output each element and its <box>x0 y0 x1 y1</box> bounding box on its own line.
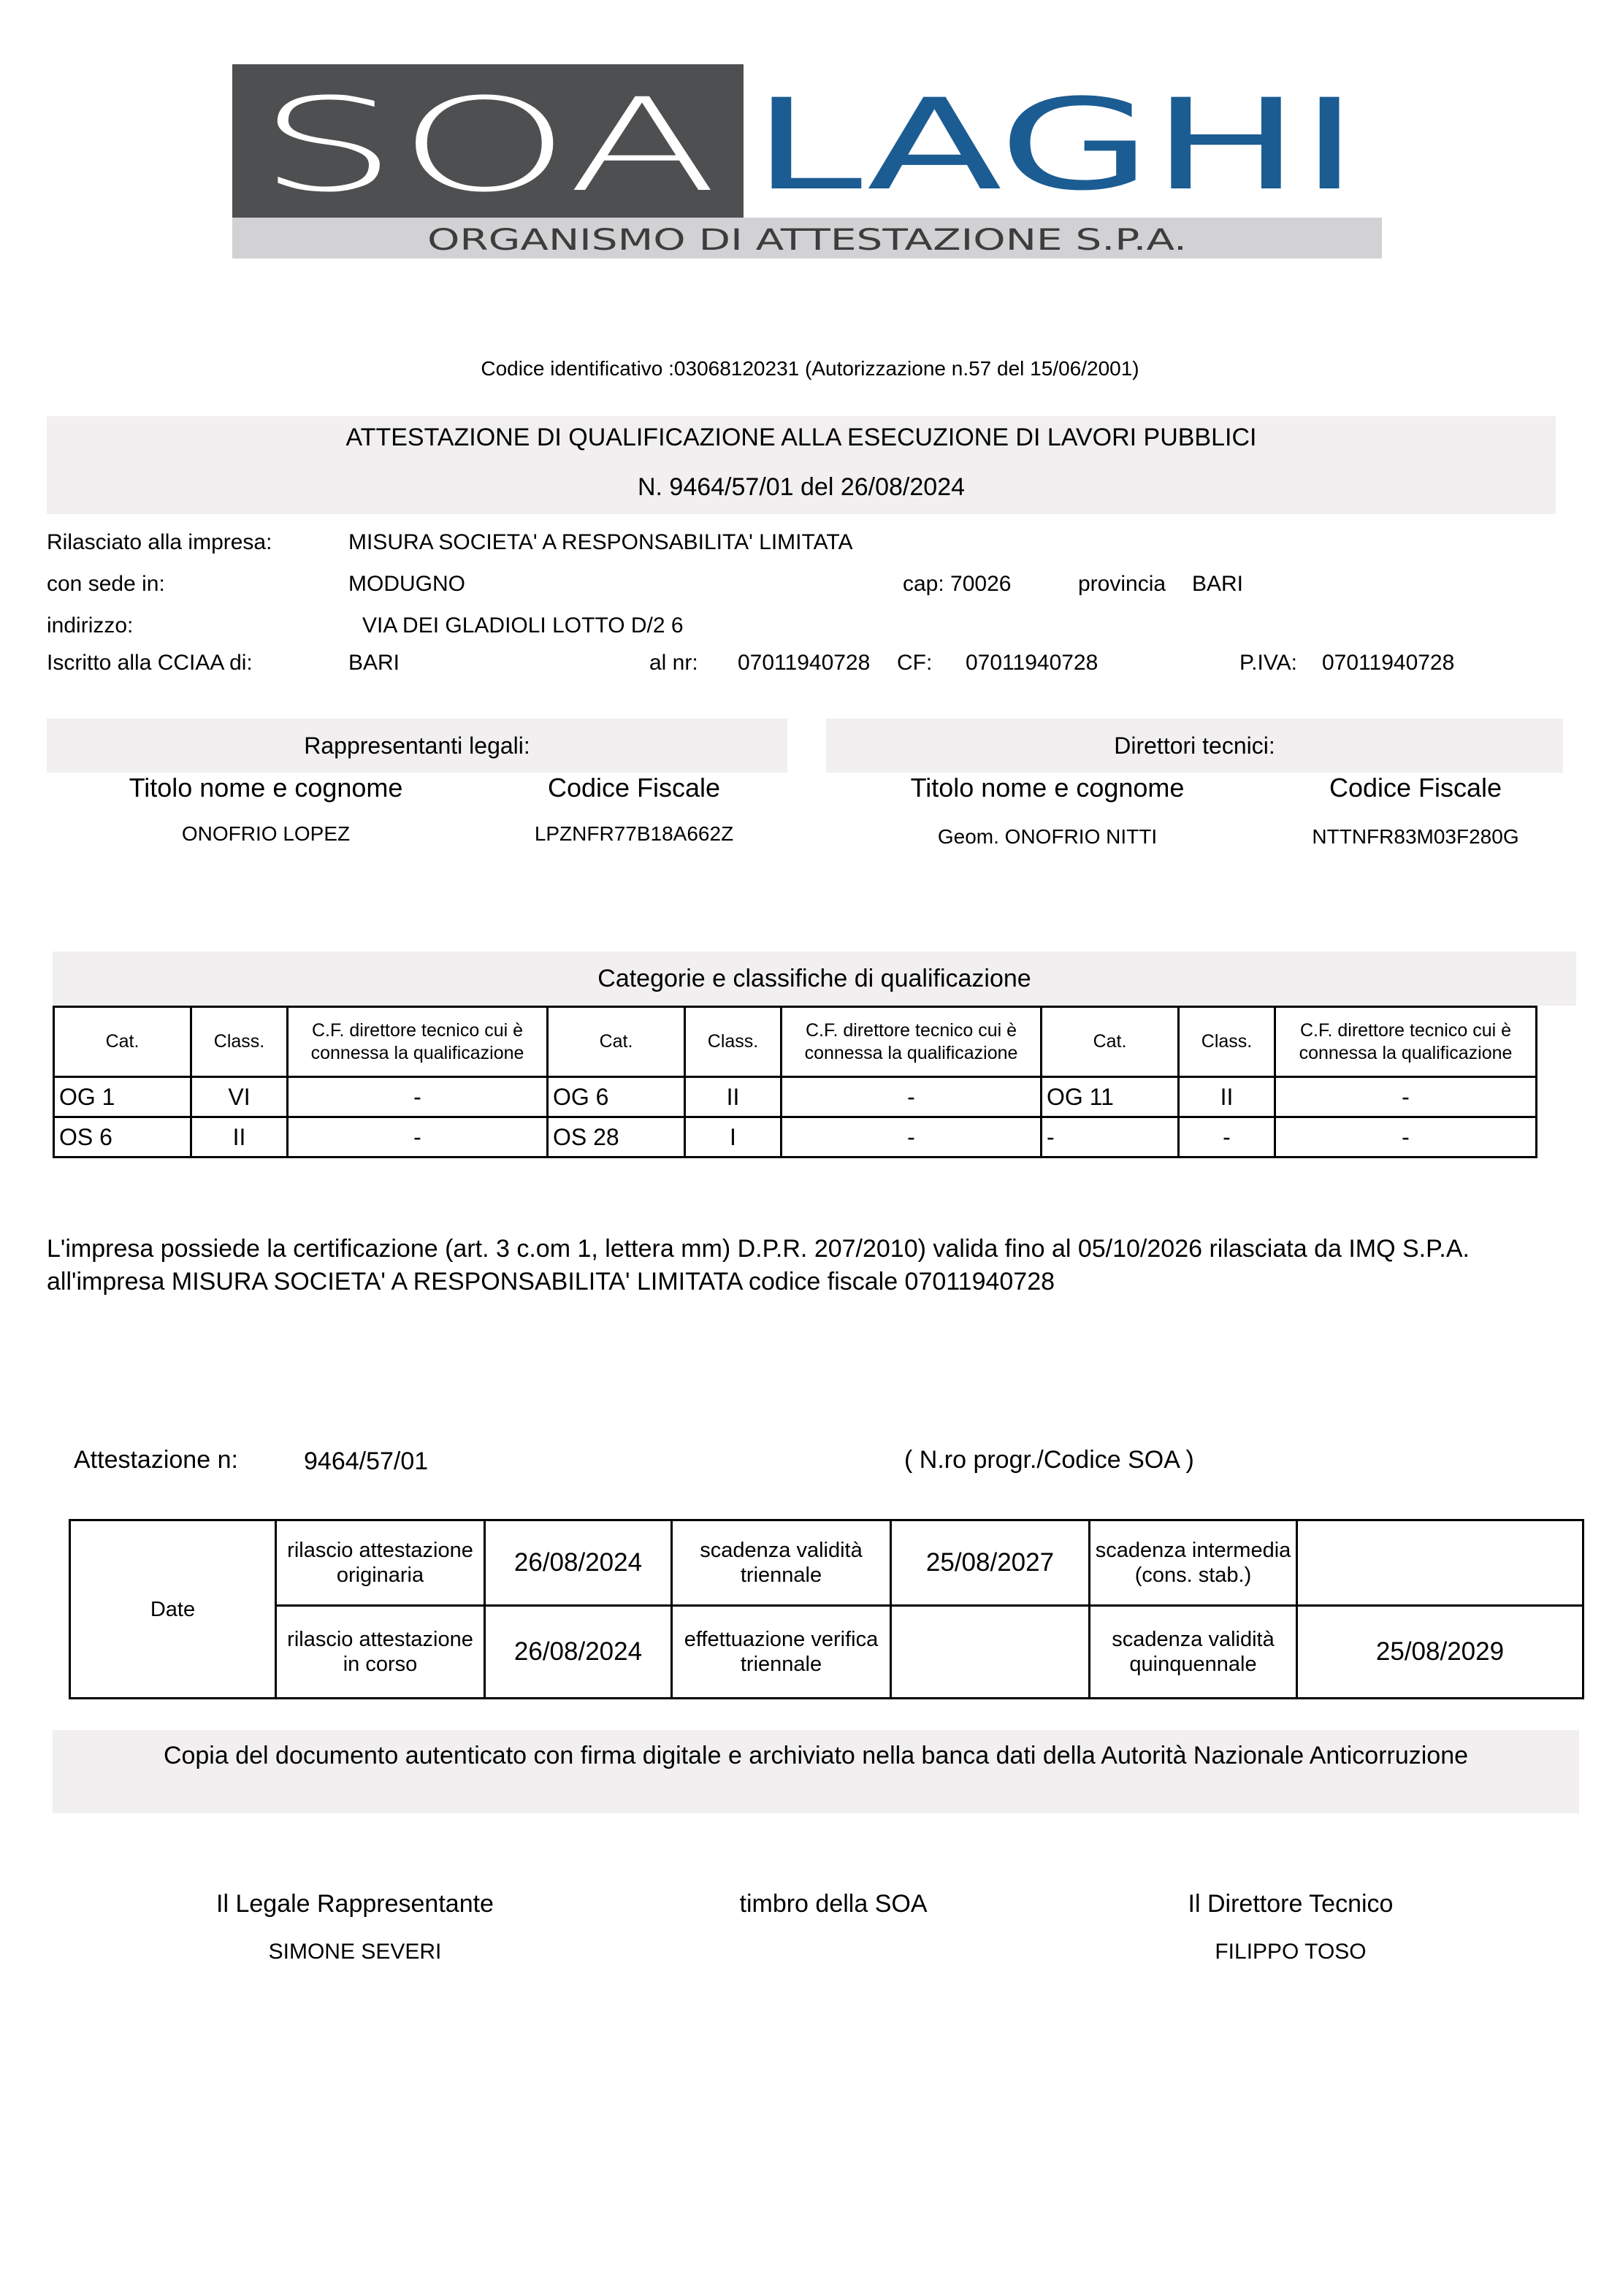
scadenza-triennale-label: scadenza validità triennale <box>672 1520 891 1606</box>
cell-class: II <box>1179 1077 1275 1117</box>
cell-cf: - <box>288 1117 548 1157</box>
rilascio-originaria-label: rilascio attestazione originaria <box>276 1520 485 1606</box>
direttore-cf: NTTNFR83M03F280G <box>1312 825 1519 848</box>
cell-class: VI <box>191 1077 288 1117</box>
cell-cat: OG 11 <box>1042 1077 1179 1117</box>
direttori-title: Direttori tecnici: <box>826 719 1563 773</box>
direttore-tecnico-name: FILIPPO TOSO <box>1215 1940 1367 1964</box>
timbro-soa: timbro della SOA <box>739 1890 928 1918</box>
svg-text:LAGHI: LAGHI <box>752 73 1359 204</box>
categorie-header-row <box>54 1007 1537 1077</box>
rilascio-corso-value: 26/08/2024 <box>485 1606 672 1699</box>
header-cf-direttore: C.F. direttore tecnico cui è connessa la qualificazione <box>1275 1007 1537 1077</box>
date-label: Date <box>70 1520 276 1699</box>
attestazione-note: ( N.ro progr./Codice SOA ) <box>904 1446 1194 1474</box>
alnr-label: al nr: <box>649 651 698 675</box>
rilascio-corso-label: rilascio attestazione in corso <box>276 1606 485 1699</box>
indirizzo-value: VIA DEI GLADIOLI LOTTO D/2 6 <box>362 613 684 638</box>
cell-class: I <box>685 1117 782 1157</box>
verifica-triennale-label: effettuazione verifica triennale <box>672 1606 891 1699</box>
document-number: N. 9464/57/01 del 26/08/2024 <box>637 473 966 501</box>
direttore-tecnico-label: Il Direttore Tecnico <box>1188 1890 1394 1918</box>
indirizzo-label: indirizzo: <box>47 613 134 638</box>
cciaa-value: BARI <box>348 651 400 675</box>
date-row-2 <box>70 1606 1583 1699</box>
rappresentanti-title: Rappresentanti legali: <box>47 719 787 773</box>
copia-band <box>53 1730 1579 1813</box>
legale-rappresentante-name: SIMONE SEVERI <box>268 1940 442 1964</box>
date-table <box>69 1519 1584 1699</box>
rilasciato-label: Rilasciato alla impresa: <box>47 530 272 554</box>
scadenza-quinquennale-label: scadenza validità quinquennale <box>1090 1606 1297 1699</box>
categorie-title: Categorie e classifiche di qualificazione <box>53 952 1576 1006</box>
cell-class: II <box>685 1077 782 1117</box>
cell-cf: - <box>782 1117 1042 1157</box>
header-class: Class. <box>685 1007 782 1077</box>
cell-cat: - <box>1042 1117 1179 1157</box>
cell-cat: OS 6 <box>54 1117 191 1157</box>
document-title: ATTESTAZIONE DI QUALIFICAZIONE ALLA ESECUZIONE DI LAVORI PUBBLICI <box>345 424 1257 451</box>
provincia-label: provincia <box>1078 572 1166 596</box>
cell-cat: OG 1 <box>54 1077 191 1117</box>
cell-class: - <box>1179 1117 1275 1157</box>
cell-cf: - <box>1275 1077 1537 1117</box>
attestazione-value: 9464/57/01 <box>304 1447 429 1475</box>
cf-value: 07011940728 <box>966 651 1099 675</box>
copia-text: Copia del documento autenticato con firma digitale e archiviato nella banca dati della Autorità Nazionale Anticorruzione <box>163 1742 1469 1769</box>
cell-cat: OS 28 <box>548 1117 685 1157</box>
codice-identificativo: Codice identificativo :03068120231 (Autorizzazione n.57 del 15/06/2001) <box>481 357 1139 380</box>
header-cf-direttore: C.F. direttore tecnico cui è connessa la qualificazione <box>782 1007 1042 1077</box>
svg-text:ORGANISMO DI ATTESTAZIONE S.P.: ORGANISMO DI ATTESTAZIONE S.P.A. <box>427 223 1187 257</box>
cell-class: II <box>191 1117 288 1157</box>
scadenza-quinquennale-value: 25/08/2029 <box>1297 1606 1583 1699</box>
rappresentanti-col-name: Titolo nome e cognome <box>129 773 403 803</box>
piva-value: 07011940728 <box>1322 651 1455 675</box>
rilascio-originaria-value: 26/08/2024 <box>485 1520 672 1606</box>
logo-tagline <box>232 218 1382 259</box>
logo-tagline-strip <box>232 218 1382 259</box>
direttori-col-name: Titolo nome e cognome <box>910 773 1185 803</box>
categorie-row <box>54 1117 1537 1157</box>
provincia-value: BARI <box>1192 572 1244 596</box>
header-cat: Cat. <box>1042 1007 1179 1077</box>
cap-value: cap: 70026 <box>903 572 1012 596</box>
rilasciato-value: MISURA SOCIETA' A RESPONSABILITA' LIMITATA <box>348 530 853 554</box>
header-cat: Cat. <box>54 1007 191 1077</box>
date-row-1 <box>70 1520 1583 1606</box>
categorie-row <box>54 1077 1537 1117</box>
rappresentante-name: ONOFRIO LOPEZ <box>181 822 351 845</box>
verifica-triennale-value <box>891 1606 1090 1699</box>
header-class: Class. <box>1179 1007 1275 1077</box>
scadenza-intermedia-label: scadenza intermedia (cons. stab.) <box>1090 1520 1297 1606</box>
sede-label: con sede in: <box>47 572 165 596</box>
logo-laghi <box>752 73 1395 204</box>
header-cf-direttore: C.F. direttore tecnico cui è connessa la qualificazione <box>288 1007 548 1077</box>
alnr-value: 07011940728 <box>738 651 871 675</box>
cf-label: CF: <box>897 651 933 675</box>
direttori-col-cf: Codice Fiscale <box>1329 773 1502 803</box>
header-class: Class. <box>191 1007 288 1077</box>
cciaa-label: Iscritto alla CCIAA di: <box>47 651 253 675</box>
scadenza-intermedia-value <box>1297 1520 1583 1606</box>
cell-cf: - <box>1275 1117 1537 1157</box>
cell-cf: - <box>288 1077 548 1117</box>
cell-cat: OG 6 <box>548 1077 685 1117</box>
title-band <box>47 416 1556 514</box>
certificazione-text: L'impresa possiede la certificazione (art. 3 c.om 1, lettera mm) D.P.R. 207/2010) valida fino al 05/10/2026 rilasciata da IMQ S.P.A. all'impresa MISURA SOCIETA' A RESPONSABILITA' LIMITATA codice fiscale 07011940728 <box>47 1235 1470 1296</box>
piva-label: P.IVA: <box>1239 651 1297 675</box>
direttore-name: Geom. ONOFRIO NITTI <box>937 825 1158 848</box>
categorie-table <box>53 1006 1537 1158</box>
legale-rappresentante-label: Il Legale Rappresentante <box>216 1890 494 1918</box>
header-cat: Cat. <box>548 1007 685 1077</box>
logo-soa <box>232 64 744 218</box>
rappresentanti-col-cf: Codice Fiscale <box>547 773 721 803</box>
cell-cf: - <box>782 1077 1042 1117</box>
attestazione-label: Attestazione n: <box>74 1446 238 1474</box>
rappresentante-cf: LPZNFR77B18A662Z <box>534 822 734 845</box>
scadenza-triennale-value: 25/08/2027 <box>891 1520 1090 1606</box>
sede-value: MODUGNO <box>348 572 465 596</box>
svg-text:SOA: SOA <box>258 71 718 218</box>
